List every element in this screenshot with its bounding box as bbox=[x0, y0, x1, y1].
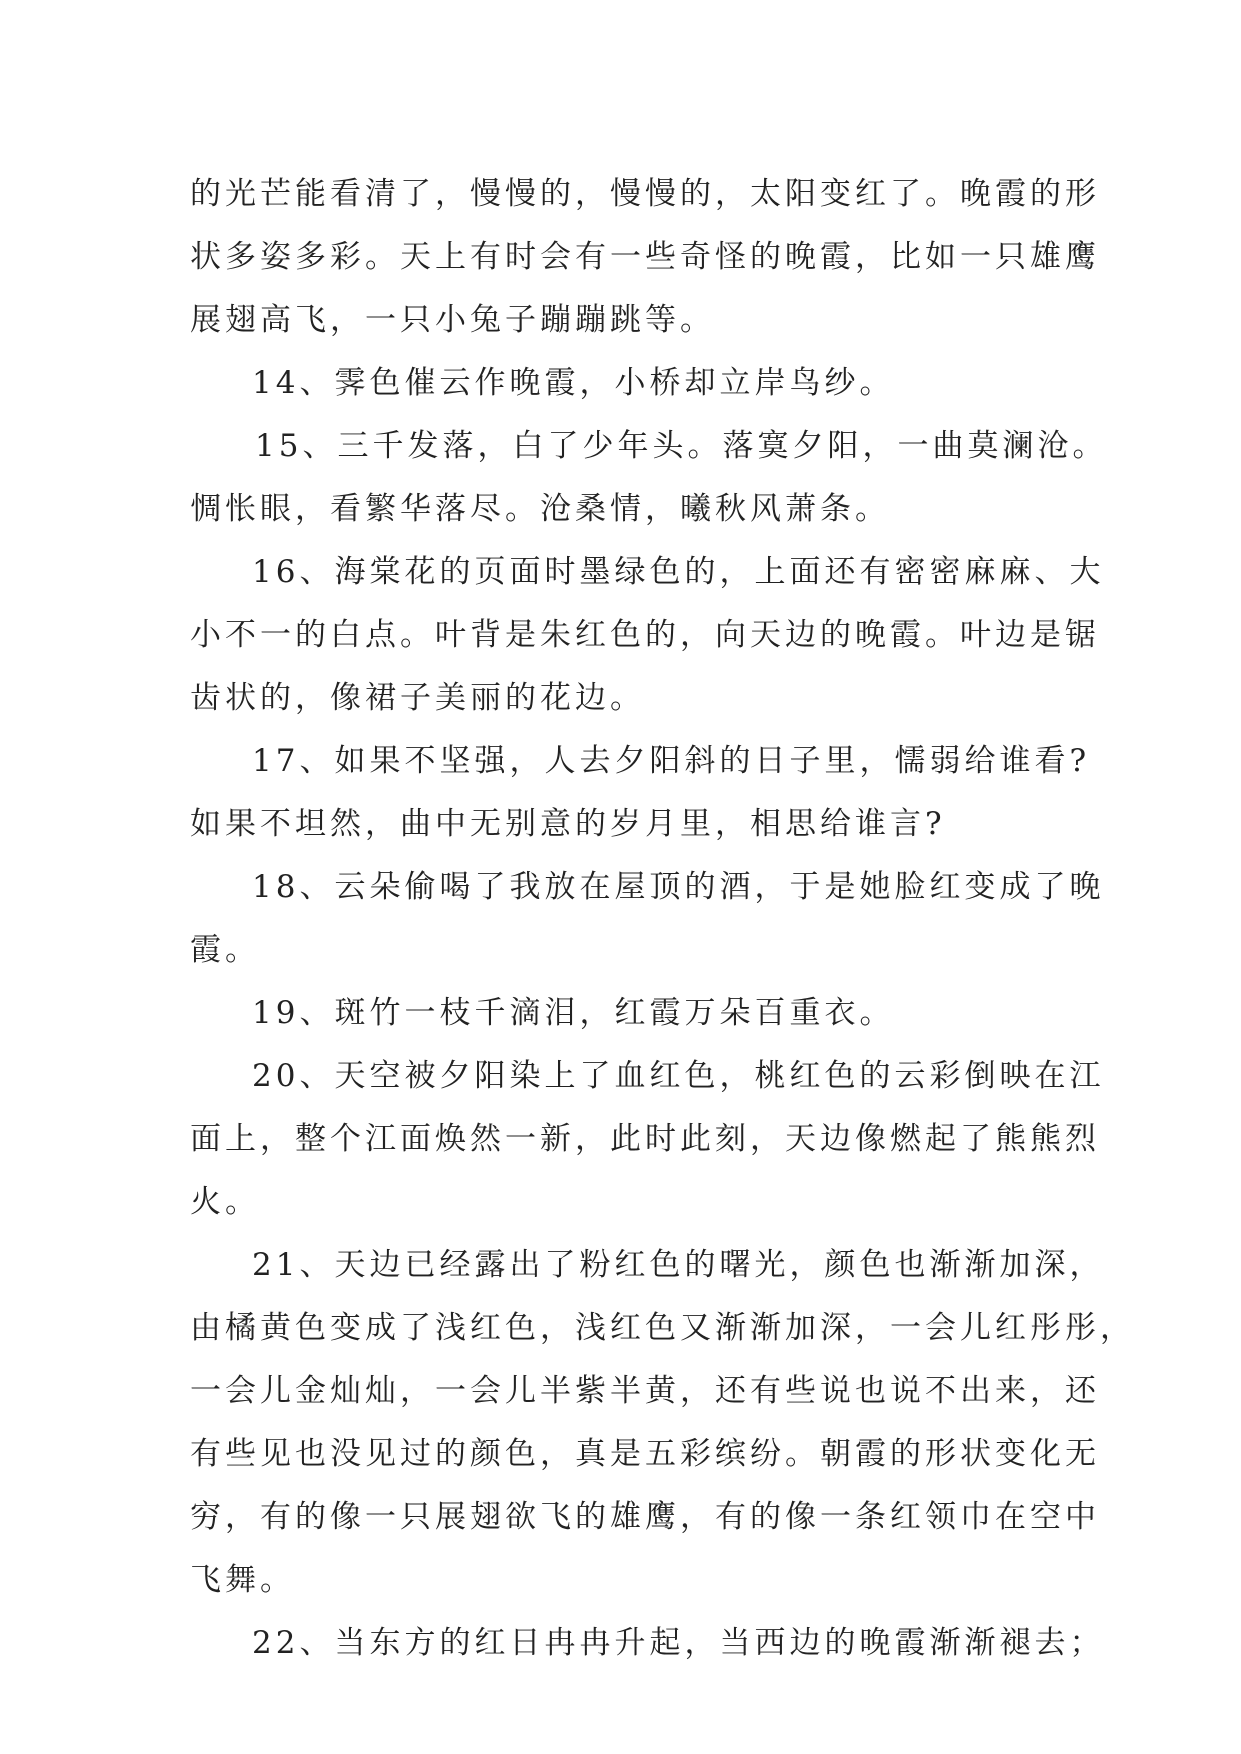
text-line: 有些见也没见过的颜色，真是五彩缤纷。朝霞的形状变化无 bbox=[190, 1436, 1100, 1472]
text-line: 飞舞。 bbox=[190, 1562, 295, 1598]
text-line: 火。 bbox=[190, 1184, 260, 1220]
item-20: 20、天空被夕阳染上了血红色，桃红色的云彩倒映在江 bbox=[252, 1058, 1105, 1094]
text-line: 惆怅眼，看繁华落尽。沧桑情，曦秋风萧条。 bbox=[190, 491, 890, 527]
text-line: 展翅高飞，一只小兔子蹦蹦跳等。 bbox=[190, 302, 715, 338]
item-21: 21、天边已经露出了粉红色的曙光，颜色也渐渐加深， bbox=[252, 1247, 1105, 1283]
text-line: 霞。 bbox=[190, 932, 260, 968]
text-line: 如果不坦然，曲中无别意的岁月里，相思给谁言? bbox=[190, 806, 946, 842]
text-line: 的光芒能看清了，慢慢的，慢慢的，太阳变红了。晚霞的形 bbox=[190, 176, 1100, 212]
item-22: 22、当东方的红日冉冉升起，当西边的晚霞渐渐褪去； bbox=[252, 1625, 1105, 1661]
item-15: 15、三千发落，白了少年头。落寞夕阳，一曲莫澜沧。 bbox=[255, 428, 1108, 464]
text-line: 一会儿金灿灿，一会儿半紫半黄，还有些说也说不出来，还 bbox=[190, 1373, 1100, 1409]
item-16: 16、海棠花的页面时墨绿色的，上面还有密密麻麻、大 bbox=[252, 554, 1105, 590]
text-line: 面上，整个江面焕然一新，此时此刻，天边像燃起了熊熊烈 bbox=[190, 1121, 1100, 1157]
document-body bbox=[190, 163, 1135, 1675]
item-17: 17、如果不坚强，人去夕阳斜的日子里，懦弱给谁看? bbox=[252, 743, 1091, 779]
item-18: 18、云朵偷喝了我放在屋顶的酒，于是她脸红变成了晚 bbox=[252, 869, 1105, 905]
text-line: 状多姿多彩。天上有时会有一些奇怪的晚霞，比如一只雄鹰 bbox=[190, 239, 1100, 275]
text-line: 齿状的，像裙子美丽的花边。 bbox=[190, 680, 645, 716]
text-line: 穷，有的像一只展翅欲飞的雄鹰，有的像一条红领巾在空中 bbox=[190, 1499, 1100, 1535]
item-14: 14、霁色催云作晚霞，小桥却立岸鸟纱。 bbox=[252, 365, 895, 401]
item-19: 19、斑竹一枝千滴泪，红霞万朵百重衣。 bbox=[252, 995, 895, 1031]
text-line: 由橘黄色变成了浅红色，浅红色又渐渐加深，一会儿红彤彤， bbox=[190, 1310, 1135, 1346]
text-line: 小不一的白点。叶背是朱红色的，向天边的晚霞。叶边是锯 bbox=[190, 617, 1100, 653]
